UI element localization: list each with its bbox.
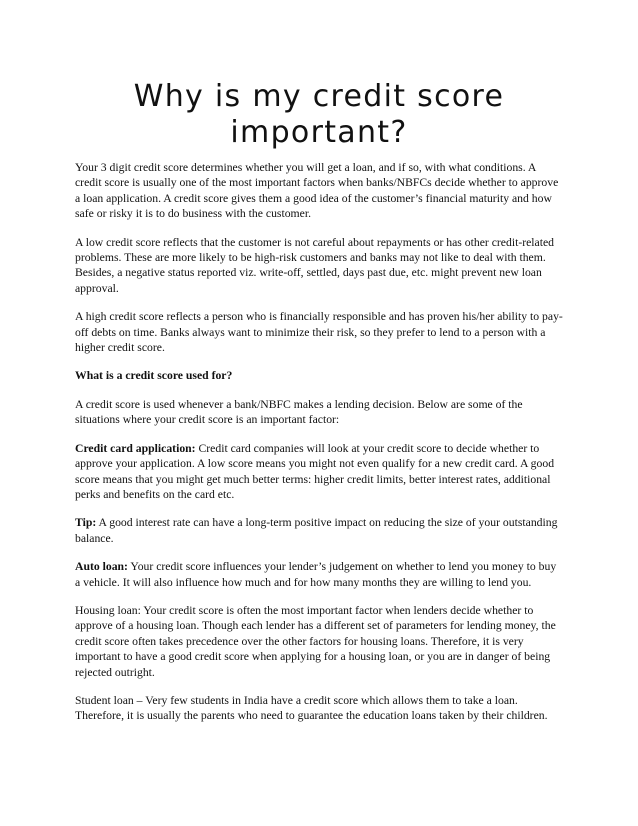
paragraph-student-loan: Student loan – Very few students in India have a credit score which allows them to take a loan. Therefore, it is usually the parents who need to guarantee the education loans taken by their children. — [75, 693, 548, 723]
paragraph-intro: Your 3 digit credit score determines whether you will get a loan, and if so, with what conditions. A credit score is usually one of the most important factors when banks/NBFCs decide whether to approve a loan application. A credit score gives them a good idea of the customer’s financial maturity and how safe or risky it is to do business with the customer. — [75, 161, 559, 221]
credit-card-lead: Credit card application: — [75, 441, 196, 455]
title-line-1: Why is my credit score — [133, 79, 505, 114]
credit-card-text: Credit card companies will look at your credit score to decide whether to approve your application. A low score means you might not even qualify for a new credit card. A good score means that you might get much better terms: higher credit limits, better interest rates, additional perks and benefits on the card etc. — [75, 441, 555, 501]
paragraph-low-score: A low credit score reflects that the customer is not careful about repayments or has other credit-related problems. These are more likely to be high-risk customers and banks may not like to deal with them. Besides, a negative status reported viz. write-off, settled, days past due, etc. might prevent new loan approval. — [75, 235, 554, 295]
page-title — [75, 79, 563, 151]
paragraph-credit-card — [75, 441, 563, 503]
document-body — [75, 160, 563, 737]
paragraph-uses-intro: A credit score is used whenever a bank/NBFC makes a lending decision. Below are some of the situations where your credit score is an important factor: — [75, 397, 523, 427]
title-line-2: important? — [230, 115, 408, 150]
paragraph-housing-loan: Housing loan: Your credit score is often the most important factor when lenders decide whether to approve of a housing loan. Though each lender has a different set of parameters for lending money, the credit score often takes precedence over the other factors for housing loans. Therefore, it is very important to have a good credit score when applying for a housing loan, or you are in danger of being rejected outright. — [75, 603, 556, 679]
auto-loan-text: Your credit score influences your lender’s judgement on whether to lend you money to buy a vehicle. It will also influence how much and for how many months they are willing to lend you. — [75, 560, 557, 589]
tip-lead: Tip: — [75, 516, 97, 530]
paragraph-auto-loan — [75, 559, 563, 590]
section-heading-uses: What is a credit score used for? — [75, 369, 233, 383]
auto-loan-lead: Auto loan: — [75, 560, 128, 574]
paragraph-high-score: A high credit score reflects a person who is financially responsible and has proven his/her ability to pay-off debts on time. Banks always want to minimize their risk, so they prefer to lend to a person with a higher credit score. — [75, 310, 563, 355]
tip-text: A good interest rate can have a long-term positive impact on reducing the size of your outstanding balance. — [75, 516, 558, 545]
paragraph-tip — [75, 515, 563, 546]
